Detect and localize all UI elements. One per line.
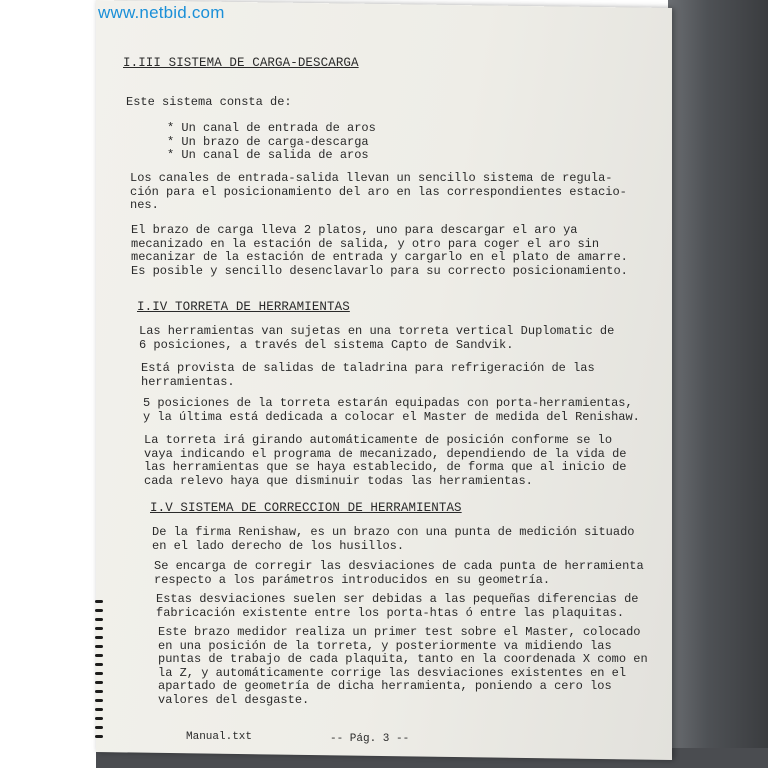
list-item: * Un canal de entrada de aros (167, 122, 376, 136)
footer-page-number: -- Pág. 3 -- (330, 733, 410, 745)
watermark-link: www.netbid.com (98, 3, 225, 22)
paragraph: Estas desviaciones suelen ser debidas a las pequeñas diferencias de fabricación existente entre los porta-htas ó entre las plaquitas. (156, 592, 639, 620)
section-intro: Este sistema consta de: (126, 95, 292, 109)
section-heading-correccion: I.V SISTEMA DE CORRECCION DE HERRAMIENTAS (150, 501, 462, 515)
section-heading-torreta: I.IV TORRETA DE HERRAMIENTAS (137, 300, 350, 314)
list-item: * Un brazo de carga-descarga (167, 136, 376, 150)
paragraph: Está provista de salidas de taladrina para refrigeración de las herramientas. (141, 361, 595, 389)
paragraph: Las herramientas van sujetas en una torreta vertical Duplomatic de 6 posiciones, a través del sistema Capto de Sandvik. (139, 324, 615, 352)
footer-filename: Manual.txt (186, 731, 253, 743)
paragraph: Se encarga de corregir las desviaciones de cada punta de herramienta respecto a los parámetros introducidos en su geometría. (154, 559, 644, 587)
paragraph: 5 posiciones de la torreta estarán equipadas con porta-herramientas, y la última está dedicada a colocar el Master de medida del Renishaw. (143, 396, 640, 424)
paragraph: Este brazo medidor realiza un primer test sobre el Master, colocado en una posición de la torreta, y posteriormente va midiendo las puntas de trabajo de cada plaquita, tanto en la coordenada X como en la Z, y automáticamente corrige las desviaciones existentes en el apartado de geometría de dicha herramienta, poniendo a cero los valores del desgaste. (158, 625, 648, 707)
section-heading-carga-descarga: I.III SISTEMA DE CARGA-DESCARGA (123, 56, 359, 70)
paragraph: La torreta irá girando automáticamente de posición conforme se lo vaya indicando el programa de mecanizado, dependiendo de la vida de las herramientas que se haya establecido, de forma que al inicio de cada relevo haya que disminuir todas las herramientas. (144, 433, 627, 488)
component-list (167, 122, 376, 163)
paragraph: El brazo de carga lleva 2 platos, uno para descargar el aro ya mecanizado en la estación de salida, y otro para coger el aro sin mecanizar de la estación de entrada y cargarlo en el plato de amarre. Es posible y sencillo desenclavarlo para su correcto posicionamiento. (131, 223, 628, 278)
list-item: * Un canal de salida de aros (167, 149, 376, 163)
paragraph: De la firma Renishaw, es un brazo con una punta de medición situado en el lado derecho de los husillos. (152, 525, 635, 553)
paragraph: Los canales de entrada-salida llevan un sencillo sistema de regula- ción para el posicionamiento del aro en las correspondientes estacio- nes. (130, 171, 627, 212)
